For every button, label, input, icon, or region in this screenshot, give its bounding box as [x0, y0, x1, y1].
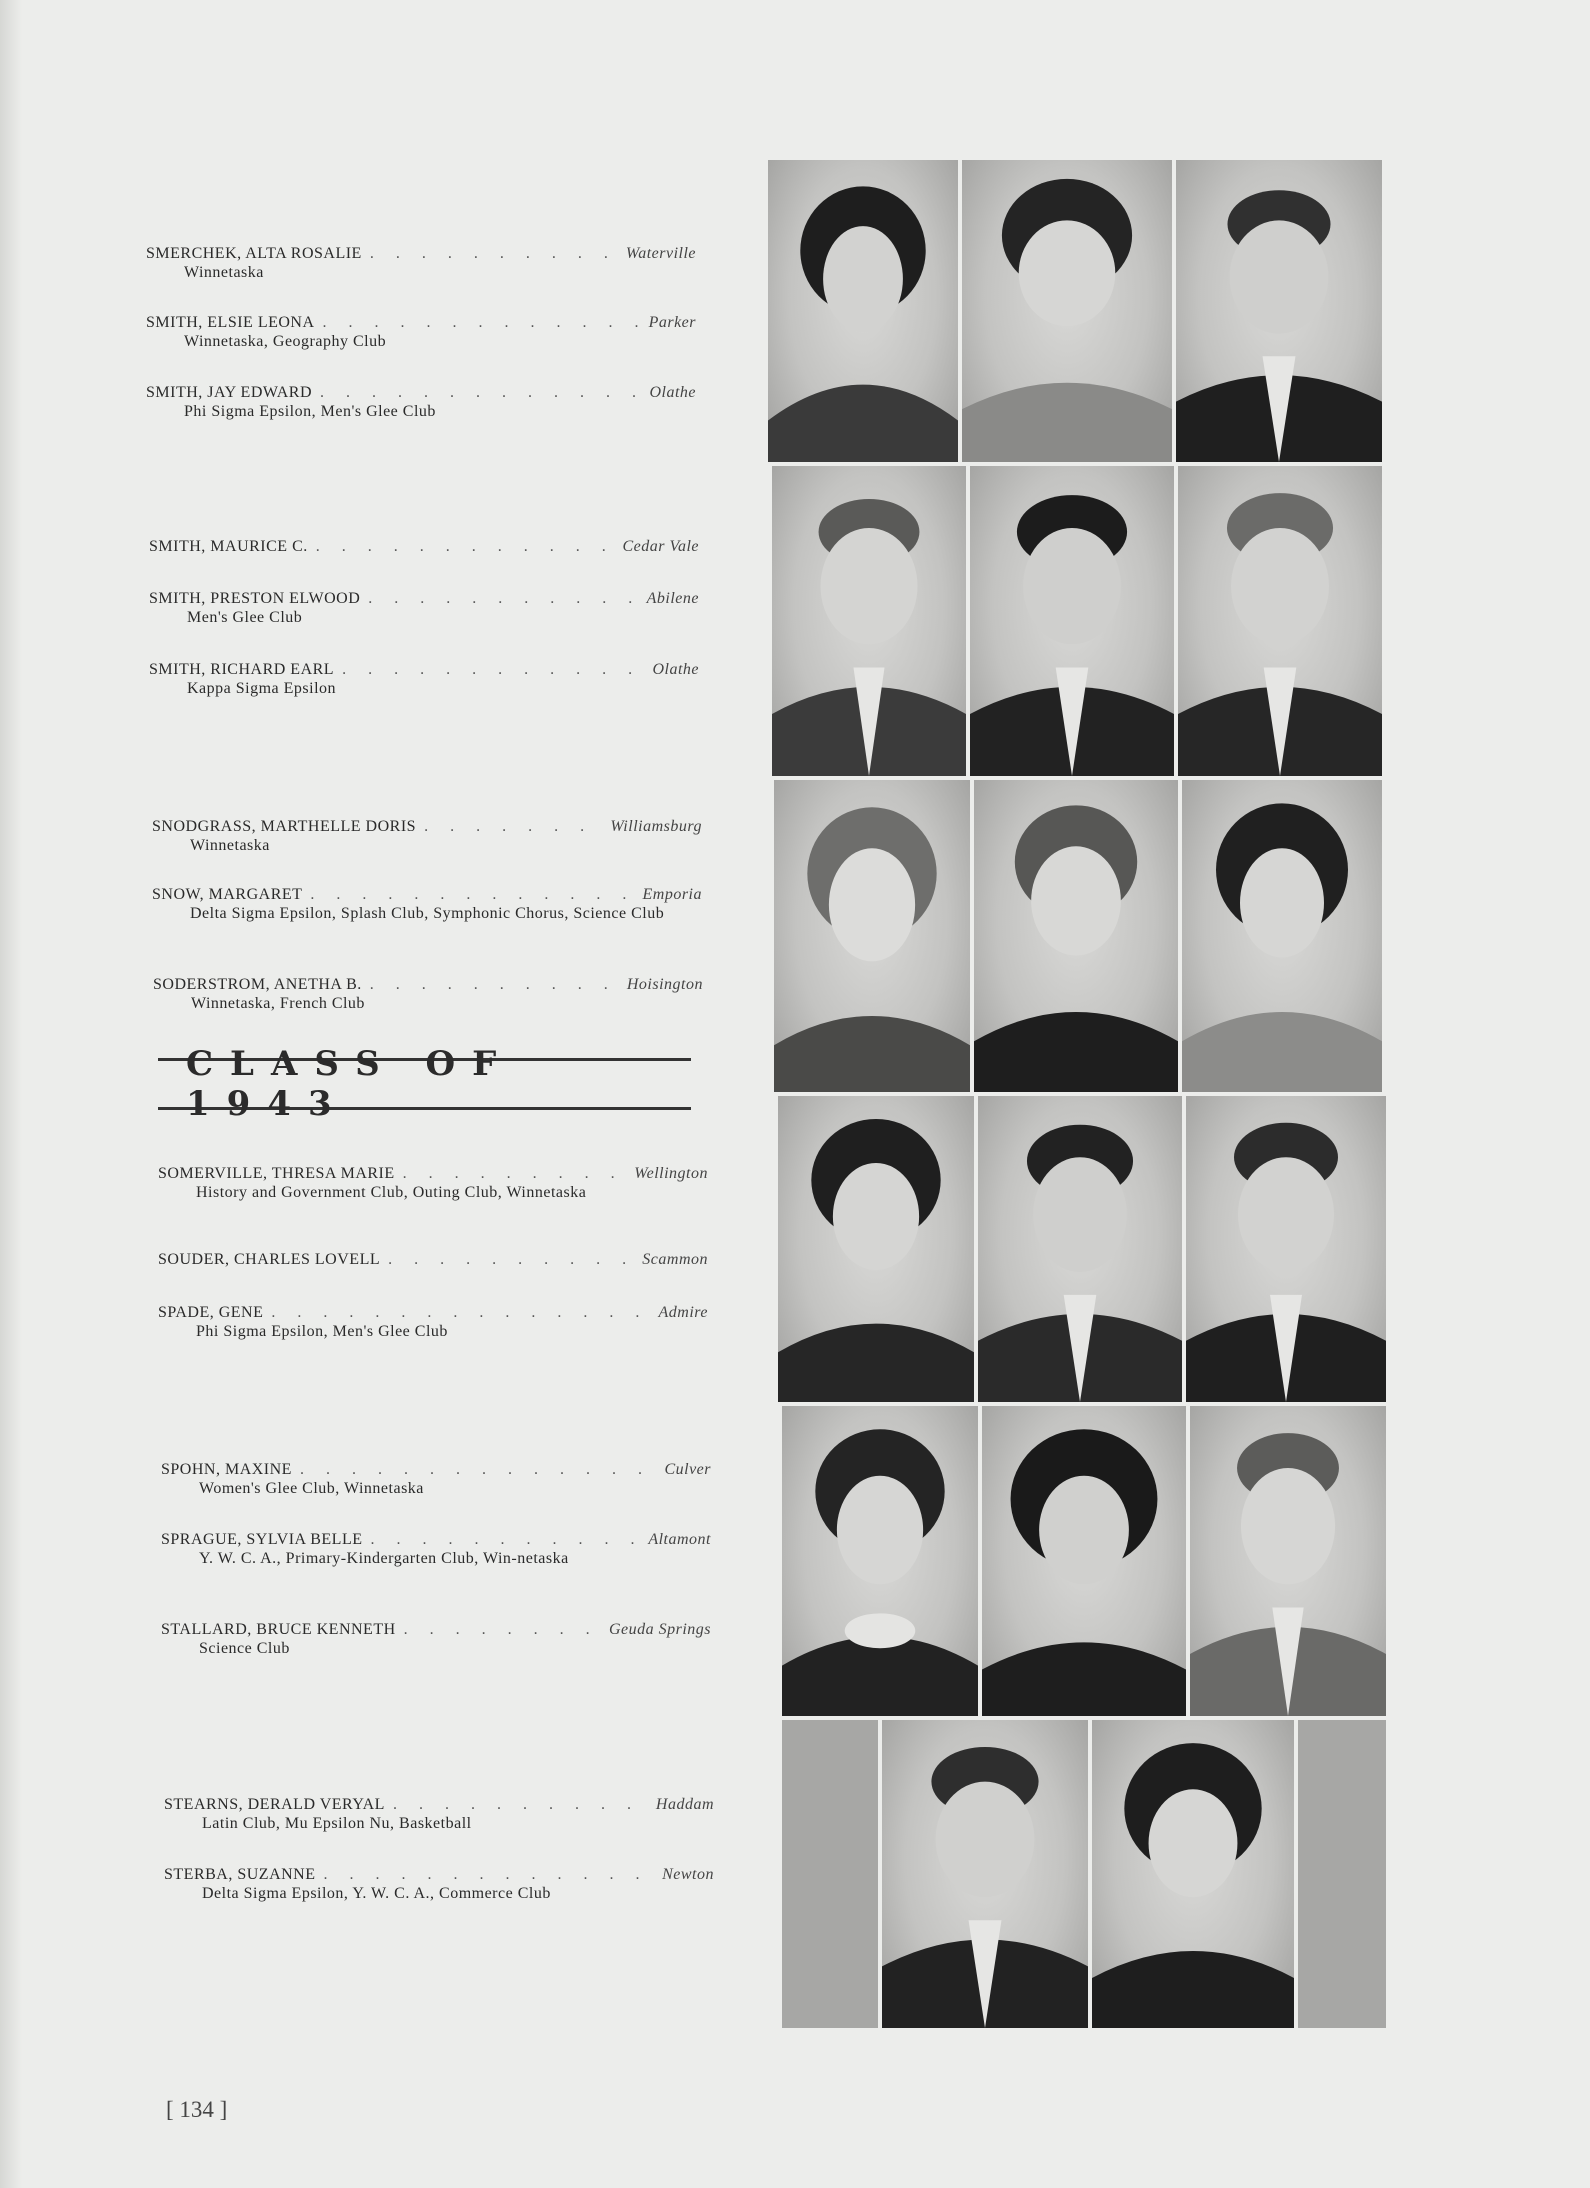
student-name: SPRAGUE, SYLVIA BELLE [161, 1531, 363, 1548]
student-entry [161, 1620, 711, 1658]
student-entry [164, 1795, 714, 1833]
student-activities: Latin Club, Mu Epsilon Nu, Basketball [202, 1815, 472, 1832]
student-entry [149, 660, 699, 698]
student-activities: Phi Sigma Epsilon, Men's Glee Club [184, 403, 436, 420]
student-hometown: Abilene [646, 590, 699, 607]
student-name: SMITH, PRESTON ELWOOD [149, 590, 361, 607]
student-entry [152, 885, 702, 923]
portrait-photo [978, 1096, 1182, 1402]
student-hometown: Williamsburg [610, 818, 702, 835]
student-activities: Winnetaska [190, 837, 270, 854]
portrait-grid [768, 160, 1392, 2030]
student-name: STEARNS, DERALD VERYAL [164, 1796, 385, 1813]
student-hometown: Parker [648, 314, 696, 331]
page-binding-edge [0, 0, 22, 2188]
student-hometown: Newton [662, 1866, 714, 1883]
portrait-photo [970, 466, 1174, 776]
student-entry [152, 817, 702, 855]
student-name: SNODGRASS, MARTHELLE DORIS [152, 818, 417, 835]
student-hometown: Culver [664, 1461, 711, 1478]
portrait-photo [782, 1406, 978, 1716]
student-entry [158, 1303, 708, 1341]
student-entry [149, 537, 699, 556]
portrait-photo [882, 1720, 1088, 2028]
student-activities: Winnetaska, Geography Club [184, 333, 387, 350]
student-activities: Kappa Sigma Epsilon [187, 680, 337, 697]
student-hometown: Altamont [648, 1531, 711, 1548]
student-name: SNOW, MARGARET [152, 886, 303, 903]
portrait-photo [774, 780, 970, 1092]
student-activities: Delta Sigma Epsilon, Splash Club, Symphonic Chorus, Science Club [190, 905, 665, 922]
student-hometown: Hoisington [626, 976, 703, 993]
student-entry [153, 975, 703, 1013]
portrait-photo [962, 160, 1172, 462]
student-entry [149, 589, 699, 627]
portrait-photo [1182, 780, 1382, 1092]
student-name: STALLARD, BRUCE KENNETH [161, 1621, 396, 1638]
student-entry [146, 244, 696, 282]
student-name: SMITH, RICHARD EARL [149, 661, 335, 678]
student-hometown: Admire [658, 1304, 708, 1321]
student-hometown: Olathe [649, 384, 696, 401]
student-entry [158, 1250, 708, 1269]
student-activities: History and Government Club, Outing Club, Winnetaska [196, 1184, 587, 1201]
student-entry [146, 313, 696, 351]
student-hometown: Olathe [652, 661, 699, 678]
student-entry [161, 1460, 711, 1498]
student-entry [158, 1164, 708, 1202]
student-hometown: Haddam [655, 1796, 714, 1813]
student-hometown: Geuda Springs [608, 1621, 711, 1638]
student-activities: Science Club [199, 1640, 290, 1657]
portrait-photo [772, 466, 966, 776]
student-name: SOUDER, CHARLES LOVELL [158, 1251, 381, 1268]
student-activities: Women's Glee Club, Winnetaska [199, 1480, 424, 1497]
portrait-photo [1092, 1720, 1294, 2028]
portrait-photo [982, 1406, 1186, 1716]
student-hometown: Waterville [625, 245, 696, 262]
student-hometown: Cedar Vale [622, 538, 699, 555]
student-activities: Y. W. C. A., Primary-Kindergarten Club, Win-netaska [199, 1550, 569, 1567]
student-hometown: Wellington [634, 1165, 708, 1182]
page-number: [ 134 ] [166, 2097, 228, 2122]
class-heading: CLASS OF 1943 [158, 1058, 691, 1110]
student-name: SMITH, MAURICE C. [149, 538, 308, 555]
student-activities: Phi Sigma Epsilon, Men's Glee Club [196, 1323, 448, 1340]
student-name: SMITH, JAY EDWARD [146, 384, 312, 401]
student-entry [146, 383, 696, 421]
portrait-photo [778, 1096, 974, 1402]
student-hometown: Emporia [642, 886, 702, 903]
portrait-photo [974, 780, 1178, 1092]
student-name: STERBA, SUZANNE [164, 1866, 316, 1883]
student-entry [161, 1530, 711, 1568]
student-name: SOMERVILLE, THRESA MARIE [158, 1165, 395, 1182]
student-activities: Winnetaska, French Club [191, 995, 365, 1012]
student-hometown: Scammon [642, 1251, 708, 1268]
portrait-photo [1190, 1406, 1386, 1716]
photo-filler-panel [1298, 1720, 1386, 2028]
portrait-photo [1186, 1096, 1386, 1402]
student-name: SMERCHEK, ALTA ROSALIE [146, 245, 362, 262]
portrait-photo [768, 160, 958, 462]
student-activities: Men's Glee Club [187, 609, 303, 626]
student-name: SPOHN, MAXINE [161, 1461, 292, 1478]
portrait-photo [1178, 466, 1382, 776]
student-name: SODERSTROM, ANETHA B. [153, 976, 362, 993]
portrait-photo [1176, 160, 1382, 462]
student-entry [164, 1865, 714, 1903]
student-activities: Delta Sigma Epsilon, Y. W. C. A., Commerce Club [202, 1885, 551, 1902]
student-activities: Winnetaska [184, 264, 264, 281]
student-name: SMITH, ELSIE LEONA [146, 314, 315, 331]
photo-filler-panel [782, 1720, 878, 2028]
student-name: SPADE, GENE [158, 1304, 264, 1321]
